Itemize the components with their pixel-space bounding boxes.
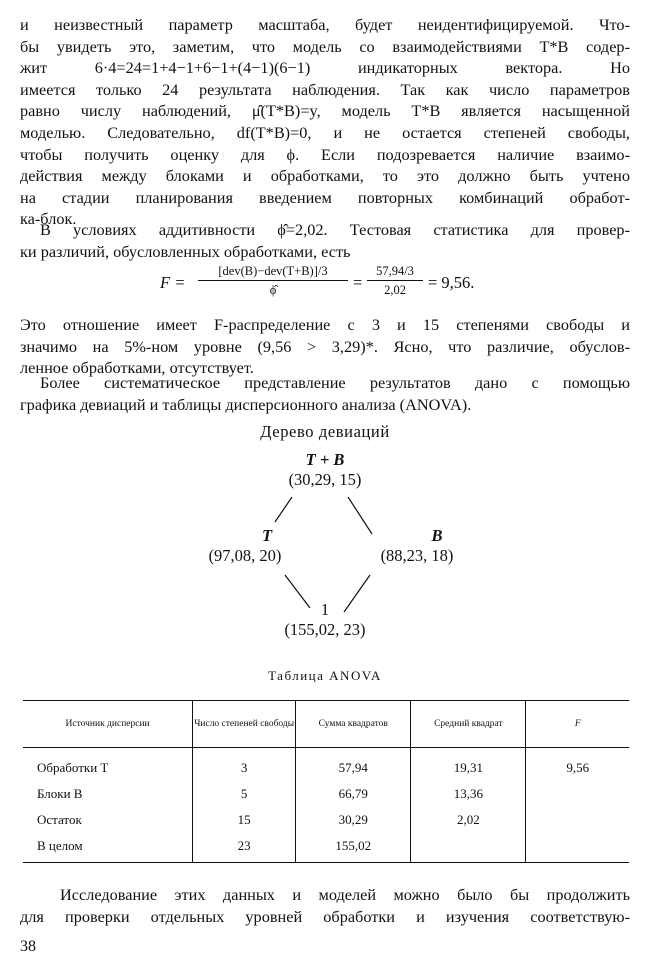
formula-fraction-1 — [198, 264, 348, 298]
cell-df: 3 — [193, 748, 296, 782]
header-f: F — [526, 701, 629, 748]
cell-df: 5 — [193, 781, 296, 807]
formula-denominator-2: 2,02 — [384, 283, 406, 297]
cell-f — [526, 781, 629, 807]
cell-ms: 2,02 — [411, 807, 526, 833]
text-line: ки различий, обусловленных обработками, есть — [20, 241, 351, 261]
formula-numerator-2: 57,94/3 — [367, 264, 423, 281]
cell-f — [526, 833, 629, 863]
cell-f: 9,56 — [526, 748, 629, 782]
cell-ss: 30,29 — [296, 807, 411, 833]
header-ms: Средний квадрат — [411, 701, 526, 748]
cell-ss: 57,94 — [296, 748, 411, 782]
formula-numerator-1: [dev(B)−dev(T+B)]/3 — [198, 264, 348, 281]
header-ss: Сумма квадратов — [296, 701, 411, 748]
page-number: 38 — [20, 938, 36, 955]
table-row — [23, 748, 629, 782]
cell-ms: 19,31 — [411, 748, 526, 782]
node-label: B — [431, 526, 443, 545]
anova-table — [23, 700, 629, 863]
formula-lhs: F = — [160, 273, 186, 292]
text-line: на стадии планирования введением повторных комбинаций обработ- — [20, 187, 630, 207]
node-values: (155,02, 23) — [284, 620, 366, 639]
paragraph-3 — [20, 314, 630, 379]
text-line: бы увидеть это, заметим, что модель со взаимодействиями T*B содер- — [20, 36, 630, 56]
cell-ms: 13,36 — [411, 781, 526, 807]
cell-df: 23 — [193, 833, 296, 863]
cell-ss: 155,02 — [296, 833, 411, 863]
text-line: Более систематическое представление результатов дано с помощью — [40, 373, 630, 392]
text-line: действия между блоками и обработками, то это должно быть учтено — [20, 166, 630, 186]
table-row — [23, 781, 629, 807]
text-line: ленное обработками, отсутствует. — [20, 358, 254, 378]
node-values: (88,23, 18) — [380, 546, 454, 565]
table-row — [23, 807, 629, 833]
header-df: Число степеней свободы — [193, 701, 296, 748]
node-label: 1 — [320, 600, 330, 619]
table-row — [23, 833, 629, 863]
paragraph-2 — [20, 219, 630, 262]
node-label: T — [261, 526, 273, 545]
cell-f — [526, 807, 629, 833]
text-line: для проверки отдельных уровней обработки и изучения соответствую- — [20, 906, 630, 926]
text-line: жит 6·4=24=1+4−1+6−1+(4−1)(6−1) индикаторных вектора. Но — [20, 58, 630, 78]
node-values: (97,08, 20) — [208, 546, 282, 565]
tree-node-right — [352, 526, 482, 566]
text-line: Это отношение имеет F-распределение с 3 и 15 степенями свободы и — [20, 315, 630, 334]
cell-source: Обработки T — [37, 760, 109, 775]
paragraph-5 — [20, 884, 630, 927]
node-values: (30,29, 15) — [288, 470, 362, 489]
text-line: имеется только 24 результата наблюдения. Так как число параметров — [20, 79, 630, 99]
formula-denominator-1: ϕ̂ — [269, 283, 277, 297]
cell-source: Блоки B — [37, 786, 83, 801]
formula-equals: = — [353, 273, 363, 292]
header-source: Источник дисперсии — [23, 701, 193, 748]
formula-result: = 9,56. — [428, 273, 475, 292]
tree-title: Дерево девиаций — [260, 422, 390, 441]
text-line: равно числу наблюдений, μ̂(T*B)=y, модель T*B является насыщенной — [20, 101, 630, 121]
tree-node-left — [180, 526, 310, 566]
table-caption: Таблица ANOVA — [268, 668, 382, 683]
text-line: ка-блок. — [20, 209, 77, 229]
text-line: и неизвестный параметр масштаба, будет неидентифицируемой. Что- — [20, 15, 630, 34]
paragraph-1 — [20, 14, 630, 230]
text-line: графика девиаций и таблицы дисперсионного анализа (ANOVA). — [20, 394, 472, 414]
edge-top-left — [275, 497, 292, 522]
paragraph-4 — [20, 372, 630, 415]
node-label: T + B — [305, 450, 345, 469]
cell-ss: 66,79 — [296, 781, 411, 807]
text-line: моделью. Следовательно, df(T*B)=0, и не остается степеней свободы, — [20, 122, 630, 142]
text-line: Исследование этих данных и моделей можно было бы продолжить — [60, 885, 630, 904]
formula-fraction-2 — [367, 264, 423, 298]
cell-ms — [411, 833, 526, 863]
text-line: значимо на 5%-ном уровне (9,56 > 3,29)*. Ясно, что различие, обуслов- — [20, 336, 630, 356]
tree-node-top — [255, 450, 395, 490]
cell-df: 15 — [193, 807, 296, 833]
text-line: чтобы получить оценку для ϕ. Если подозревается наличие взаимо- — [20, 144, 630, 164]
tree-node-bottom — [255, 600, 395, 640]
cell-source: Остаток — [37, 812, 82, 827]
cell-source: В целом — [23, 833, 193, 863]
text-line: В условиях аддитивности ϕ̂=2,02. Тестовая статистика для провер- — [40, 220, 630, 239]
table-header-row — [23, 701, 629, 748]
